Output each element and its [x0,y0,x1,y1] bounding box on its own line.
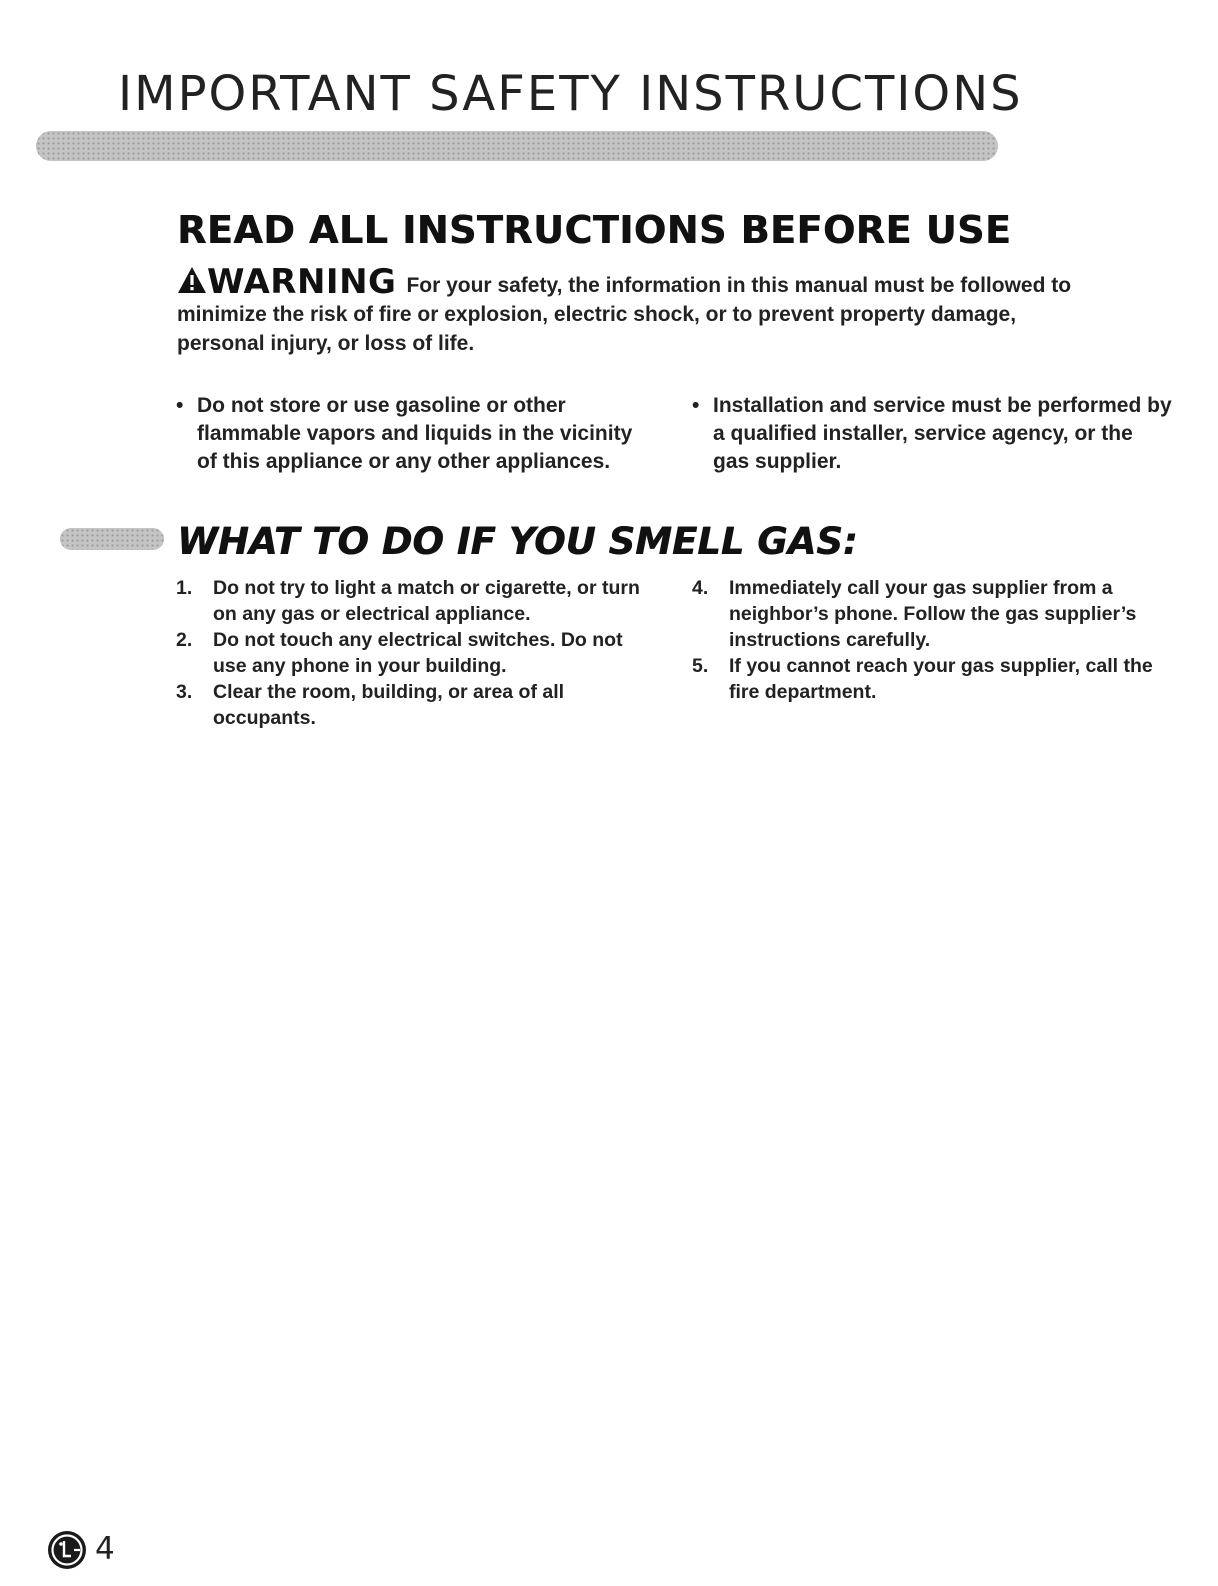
step-text: Clear the room, building, or area of all occupants. [213,681,565,729]
title-divider-bar [36,131,998,161]
list-item [692,653,1162,705]
step-text: Do not touch any electrical switches. Do not use any phone in your building. [213,629,623,677]
step-text: Immediately call your gas supplier from a neighbor’s phone. Follow the gas supplier’s instructions carefully. [729,577,1137,651]
list-item [176,679,646,731]
bullet-symbol: • [692,394,700,417]
step-text: Do not try to light a match or cigarette, or turn on any gas or electrical appliance. [213,577,640,625]
step-number: 4. [692,577,709,599]
warning-label: WARNING [207,262,397,302]
gas-steps-right [692,575,1162,705]
bullet-text: Installation and service must be performed by a qualified installer, service agency, or the gas supplier. [713,394,1172,473]
list-item [176,627,646,679]
step-number: 2. [176,629,193,651]
warning-text: For your safety, the information in this manual must be followed to minimize the risk of fire or explosion, electric shock, or to prevent property damage, personal injury, or loss of life. [177,274,1072,355]
step-number: 1. [176,577,193,599]
page-title: IMPORTANT SAFETY INSTRUCTIONS [118,66,1023,122]
smell-gas-heading: WHAT TO DO IF YOU SMELL GAS: [177,520,858,563]
page-number: 4 [95,1531,115,1567]
read-all-heading: READ ALL INSTRUCTIONS BEFORE USE [177,208,1012,252]
gas-steps-left [176,575,646,731]
bullet-text: Do not store or use gasoline or other flammable vapors and liquids in the vicinity of this appliance or any other appliances. [197,394,633,473]
section-marker-pill [60,528,164,550]
list-item [692,575,1162,653]
warning-triangle-icon [177,266,207,294]
bullet-symbol: • [176,394,184,417]
step-number: 5. [692,655,709,677]
bullet-item [692,392,1173,476]
warning-paragraph [177,262,1077,358]
step-number: 3. [176,681,193,703]
lg-logo-icon [47,1530,87,1570]
step-text: If you cannot reach your gas supplier, call the fire department. [729,655,1153,703]
list-item [176,575,646,627]
bullet-item [176,392,657,476]
